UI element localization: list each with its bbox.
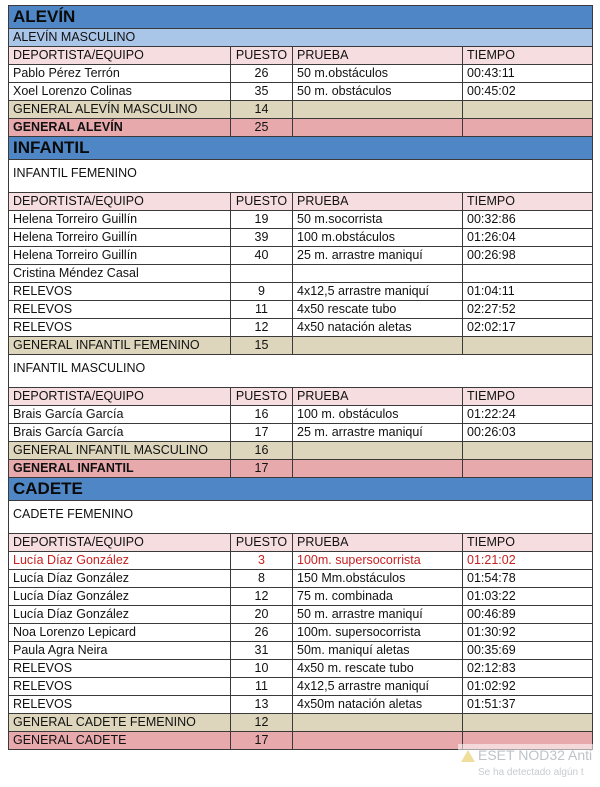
table-row [9,301,593,319]
event-cell: 4x12,5 arrastre maniquí [293,678,463,696]
table-row [9,211,593,229]
athlete-name [9,283,231,301]
time-cell: 00:32:86 [463,211,593,229]
section-title: INFANTIL [9,137,593,160]
athlete-name [9,65,231,83]
athlete-name-text: RELEVOS [13,302,73,316]
time-cell: 02:27:52 [463,301,593,319]
column-header-puesto: PUESTO [231,47,293,65]
section-title: CADETE [9,478,593,501]
event-cell: 4x50 rescate tubo [293,301,463,319]
time-cell: 01:30:92 [463,624,593,642]
category-subtitle [9,355,593,388]
empty-cell [463,101,593,119]
empty-cell [293,442,463,460]
empty-cell [463,337,593,355]
athlete-name-text: Helena Torreiro Guillín [13,212,138,226]
position-cell: 40 [231,247,293,265]
empty-cell [293,119,463,137]
table-row [9,588,593,606]
event-cell: 50 m.obstáculos [293,65,463,83]
category-general-position: 15 [231,337,293,355]
table-row [9,319,593,337]
empty-cell [293,101,463,119]
section-total-row [9,119,593,137]
event-cell: 100 m. obstáculos [293,406,463,424]
category-general-row [9,442,593,460]
position-cell: 8 [231,570,293,588]
event-cell: 150 Mm.obstáculos [293,570,463,588]
position-cell [231,265,293,283]
athlete-name-text: Lucía Díaz González [13,571,130,585]
empty-cell [463,460,593,478]
event-cell: 75 m. combinada [293,588,463,606]
section-total-label: GENERAL ALEVÍN [9,119,231,137]
event-cell: 25 m. arrastre maniquí [293,247,463,265]
section-total-position: 17 [231,460,293,478]
category-subtitle [9,160,593,193]
results-document [8,5,592,750]
category-title: ALEVÍN MASCULINO [9,29,593,47]
empty-cell [293,460,463,478]
category-general-row [9,337,593,355]
event-cell: 4x12,5 arrastre maniquí [293,283,463,301]
time-cell: 01:26:04 [463,229,593,247]
athlete-name [9,406,231,424]
category-title: INFANTIL MASCULINO [9,355,593,388]
athlete-name [9,83,231,101]
column-header-prueba: PRUEBA [293,193,463,211]
column-header-tiempo: TIEMPO [463,47,593,65]
column-header-prueba: PRUEBA [293,47,463,65]
time-cell: 02:02:17 [463,319,593,337]
event-cell: 100m. supersocorrista [293,624,463,642]
position-cell: 20 [231,606,293,624]
category-general-label: GENERAL CADETE FEMENINO [9,714,231,732]
category-title: CADETE FEMENINO [9,501,593,534]
antivirus-notification[interactable] [458,744,600,787]
position-cell: 31 [231,642,293,660]
section-header [9,478,593,501]
position-cell: 11 [231,678,293,696]
athlete-name-text: RELEVOS [13,320,73,334]
table-row [9,642,593,660]
event-cell: 50 m.socorrista [293,211,463,229]
position-cell: 35 [231,83,293,101]
athlete-name-text: RELEVOS [13,661,73,675]
column-header-row [9,193,593,211]
event-cell: 25 m. arrastre maniquí [293,424,463,442]
athlete-name-text: Helena Torreiro Guillín [13,230,138,244]
athlete-name [9,301,231,319]
position-cell: 26 [231,624,293,642]
athlete-name [9,660,231,678]
athlete-name [9,606,231,624]
event-cell: 4x50 m. rescate tubo [293,660,463,678]
table-row [9,247,593,265]
athlete-name [9,211,231,229]
athlete-name [9,247,231,265]
event-cell: 50 m. obstáculos [293,83,463,101]
category-subtitle [9,29,593,47]
athlete-name-text: Paula Agra Neira [13,643,108,657]
position-cell: 19 [231,211,293,229]
athlete-name-text: Xoel Lorenzo Colinas [13,84,132,98]
event-cell: 4x50 natación aletas [293,319,463,337]
athlete-name [9,588,231,606]
athlete-name-text: RELEVOS [13,679,73,693]
notification-title: ESET NOD32 Anti [478,747,593,763]
category-title: INFANTIL FEMENINO [9,160,593,193]
position-cell: 10 [231,660,293,678]
time-cell: 00:46:89 [463,606,593,624]
athlete-name-text: Noa Lorenzo Lepicard [13,625,136,639]
section-title: ALEVÍN [9,6,593,29]
athlete-name-text: Brais García García [13,407,124,421]
time-cell: 01:22:24 [463,406,593,424]
results-table [8,5,593,750]
time-cell: 00:43:11 [463,65,593,83]
column-header-puesto: PUESTO [231,534,293,552]
section-total-label: GENERAL CADETE [9,732,231,750]
position-cell: 3 [231,552,293,570]
category-general-position: 16 [231,442,293,460]
position-cell: 9 [231,283,293,301]
warning-icon [461,750,475,762]
column-header-row [9,534,593,552]
empty-cell [463,442,593,460]
table-row [9,424,593,442]
time-cell [463,265,593,283]
table-row [9,283,593,301]
table-row [9,606,593,624]
category-general-position: 12 [231,714,293,732]
section-total-label: GENERAL INFANTIL [9,460,231,478]
athlete-name [9,624,231,642]
athlete-name [9,229,231,247]
empty-cell [463,119,593,137]
table-row [9,624,593,642]
category-general-row [9,101,593,119]
time-cell: 01:21:02 [463,552,593,570]
column-header-prueba: PRUEBA [293,388,463,406]
athlete-name-text: Pablo Pérez Terrón [13,66,120,80]
time-cell: 01:54:78 [463,570,593,588]
column-header-tiempo: TIEMPO [463,388,593,406]
empty-cell [293,337,463,355]
event-cell: 50m. maniquí aletas [293,642,463,660]
time-cell: 01:04:11 [463,283,593,301]
column-header-puesto: PUESTO [231,193,293,211]
column-header-row [9,388,593,406]
table-row [9,570,593,588]
athlete-name [9,678,231,696]
table-row [9,678,593,696]
category-general-label: GENERAL INFANTIL FEMENINO [9,337,231,355]
athlete-name [9,265,231,283]
time-cell: 02:12:83 [463,660,593,678]
table-row [9,229,593,247]
position-cell: 39 [231,229,293,247]
column-header-row [9,47,593,65]
athlete-name [9,424,231,442]
athlete-name [9,696,231,714]
athlete-name-text: Lucía Díaz González [13,607,130,621]
athlete-name [9,570,231,588]
table-row [9,406,593,424]
category-general-row [9,714,593,732]
section-header [9,137,593,160]
column-header-tiempo: TIEMPO [463,193,593,211]
position-cell: 12 [231,588,293,606]
position-cell: 13 [231,696,293,714]
section-total-position: 17 [231,732,293,750]
column-header-tiempo: TIEMPO [463,534,593,552]
notification-text: Se ha detectado algún t [478,767,584,778]
athlete-name-text: Helena Torreiro Guillín [13,248,138,262]
athlete-name [9,319,231,337]
athlete-name-text: Cristina Méndez Casal [13,266,139,280]
position-cell: 17 [231,424,293,442]
table-row [9,696,593,714]
category-general-position: 14 [231,101,293,119]
time-cell: 00:35:69 [463,642,593,660]
column-header-name: DEPORTISTA/EQUIPO [9,388,231,406]
empty-cell [293,714,463,732]
time-cell: 00:26:03 [463,424,593,442]
time-cell: 01:02:92 [463,678,593,696]
section-total-position: 25 [231,119,293,137]
athlete-name-text: RELEVOS [13,697,73,711]
athlete-name-text: Lucía Díaz González [13,553,130,567]
section-total-row [9,460,593,478]
table-row [9,660,593,678]
athlete-name-text: Brais García García [13,425,124,439]
category-subtitle [9,501,593,534]
time-cell: 01:03:22 [463,588,593,606]
empty-cell [293,732,463,750]
athlete-name [9,552,231,570]
category-general-label: GENERAL ALEVÍN MASCULINO [9,101,231,119]
event-cell [293,265,463,283]
column-header-puesto: PUESTO [231,388,293,406]
time-cell: 01:51:37 [463,696,593,714]
column-header-prueba: PRUEBA [293,534,463,552]
time-cell: 00:45:02 [463,83,593,101]
time-cell: 00:26:98 [463,247,593,265]
event-cell: 50 m. arrastre maniquí [293,606,463,624]
table-row [9,83,593,101]
category-general-label: GENERAL INFANTIL MASCULINO [9,442,231,460]
position-cell: 11 [231,301,293,319]
position-cell: 26 [231,65,293,83]
event-cell: 100m. supersocorrista [293,552,463,570]
table-row [9,265,593,283]
table-row [9,552,593,570]
event-cell: 4x50m natación aletas [293,696,463,714]
athlete-name-text: Lucía Díaz González [13,589,130,603]
position-cell: 16 [231,406,293,424]
athlete-name [9,642,231,660]
section-header [9,6,593,29]
column-header-name: DEPORTISTA/EQUIPO [9,193,231,211]
athlete-name-text: RELEVOS [13,284,73,298]
empty-cell [463,714,593,732]
column-header-name: DEPORTISTA/EQUIPO [9,47,231,65]
event-cell: 100 m.obstáculos [293,229,463,247]
position-cell: 12 [231,319,293,337]
table-row [9,65,593,83]
column-header-name: DEPORTISTA/EQUIPO [9,534,231,552]
